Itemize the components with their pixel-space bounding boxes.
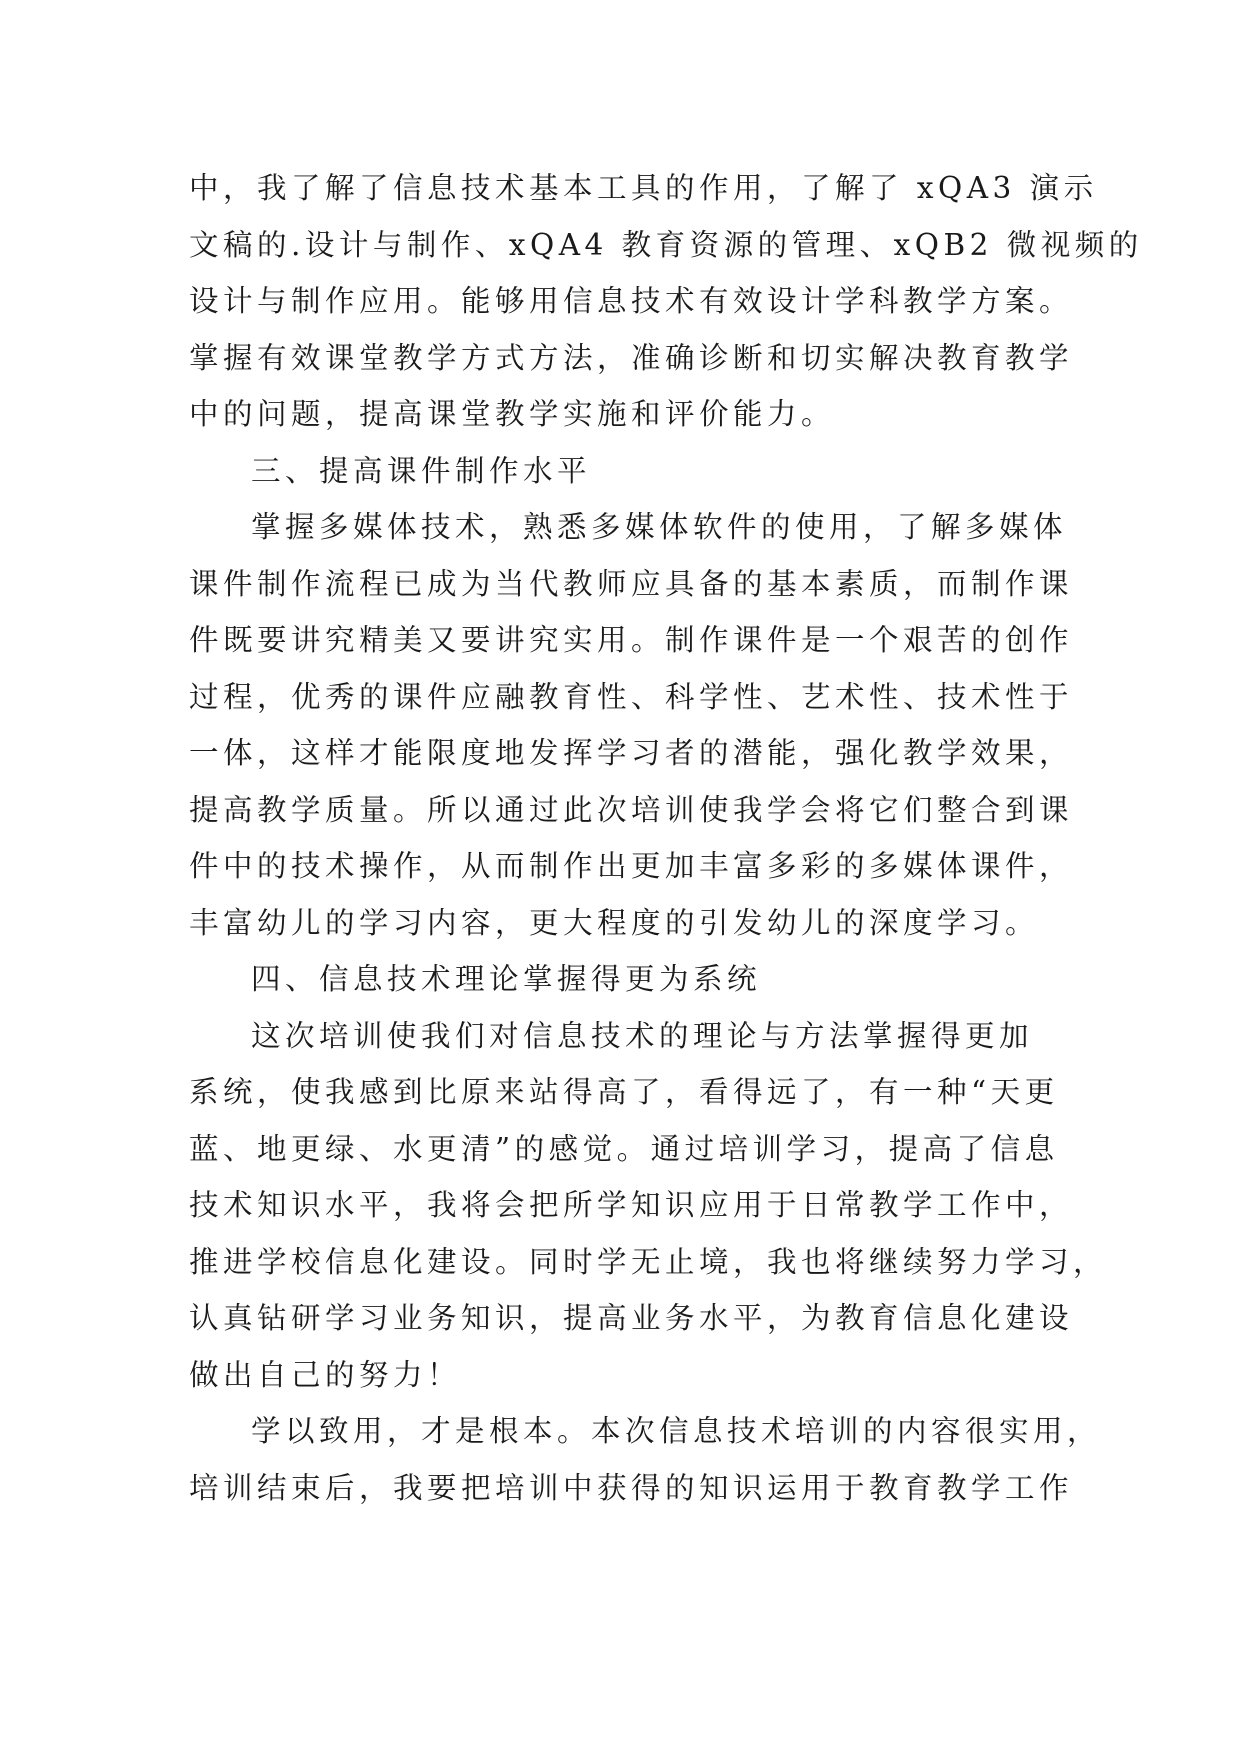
text-line: 蓝、地更绿、水更清”的感觉。通过培训学习，提高了信息 xyxy=(189,1131,1059,1166)
text-line: 推进学校信息化建设。同时学无止境，我也将继续努力学习， xyxy=(189,1244,1108,1279)
text-line: 认真钻研学习业务知识，提高业务水平，为教育信息化建设 xyxy=(189,1301,1074,1335)
text-line: 丰富幼儿的学习内容，更大程度的引发幼儿的深度学习。 xyxy=(189,905,1040,940)
document-body xyxy=(189,160,1143,1516)
text-line: 课件制作流程已成为当代教师应具备的基本素质，而制作课 xyxy=(189,566,1074,601)
text-line: 掌握多媒体技术，熟悉多媒体软件的使用，了解多媒体 xyxy=(251,510,1068,544)
section-heading: 四、信息技术理论掌握得更为系统 xyxy=(251,962,762,996)
text-line: 技术知识水平，我将会把所学知识应用于日常教学工作中， xyxy=(189,1188,1074,1222)
text-line: 掌握有效课堂教学方式方法，准确诊断和切实解决教育教学 xyxy=(189,340,1074,375)
text-line: 文稿的.设计与制作、xQA4 教育资源的管理、xQB2 微视频的 xyxy=(189,227,1143,262)
text-line: 一体，这样才能限度地发挥学习者的潜能，强化教学效果， xyxy=(189,736,1074,770)
text-line: 系统，使我感到比原来站得高了，看得远了，有一种“天更 xyxy=(189,1075,1059,1109)
text-line: 学以致用，才是根本。本次信息技术培训的内容很实用， xyxy=(251,1414,1102,1448)
text-line: 件中的技术操作，从而制作出更加丰富多彩的多媒体课件， xyxy=(189,849,1074,883)
text-line: 设计与制作应用。能够用信息技术有效设计学科教学方案。 xyxy=(189,284,1074,318)
text-line: 过程，优秀的课件应融教育性、科学性、艺术性、技术性于 xyxy=(189,679,1074,714)
text-line: 做出自己的努力！ xyxy=(189,1357,462,1392)
text-line: 中的问题，提高课堂教学实施和评价能力。 xyxy=(189,397,836,431)
text-line: 件既要讲究精美又要讲究实用。制作课件是一个艰苦的创作 xyxy=(189,623,1074,657)
section-heading: 三、提高课件制作水平 xyxy=(251,453,592,488)
text-line: 这次培训使我们对信息技术的理论与方法掌握得更加 xyxy=(251,1018,1034,1053)
text-line: 中，我了解了信息技术基本工具的作用，了解了 xQA3 演示 xyxy=(189,171,1098,205)
text-line: 培训结束后，我要把培训中获得的知识运用于教育教学工作 xyxy=(189,1470,1074,1505)
text-line: 提高教学质量。所以通过此次培训使我学会将它们整合到课 xyxy=(189,792,1074,827)
